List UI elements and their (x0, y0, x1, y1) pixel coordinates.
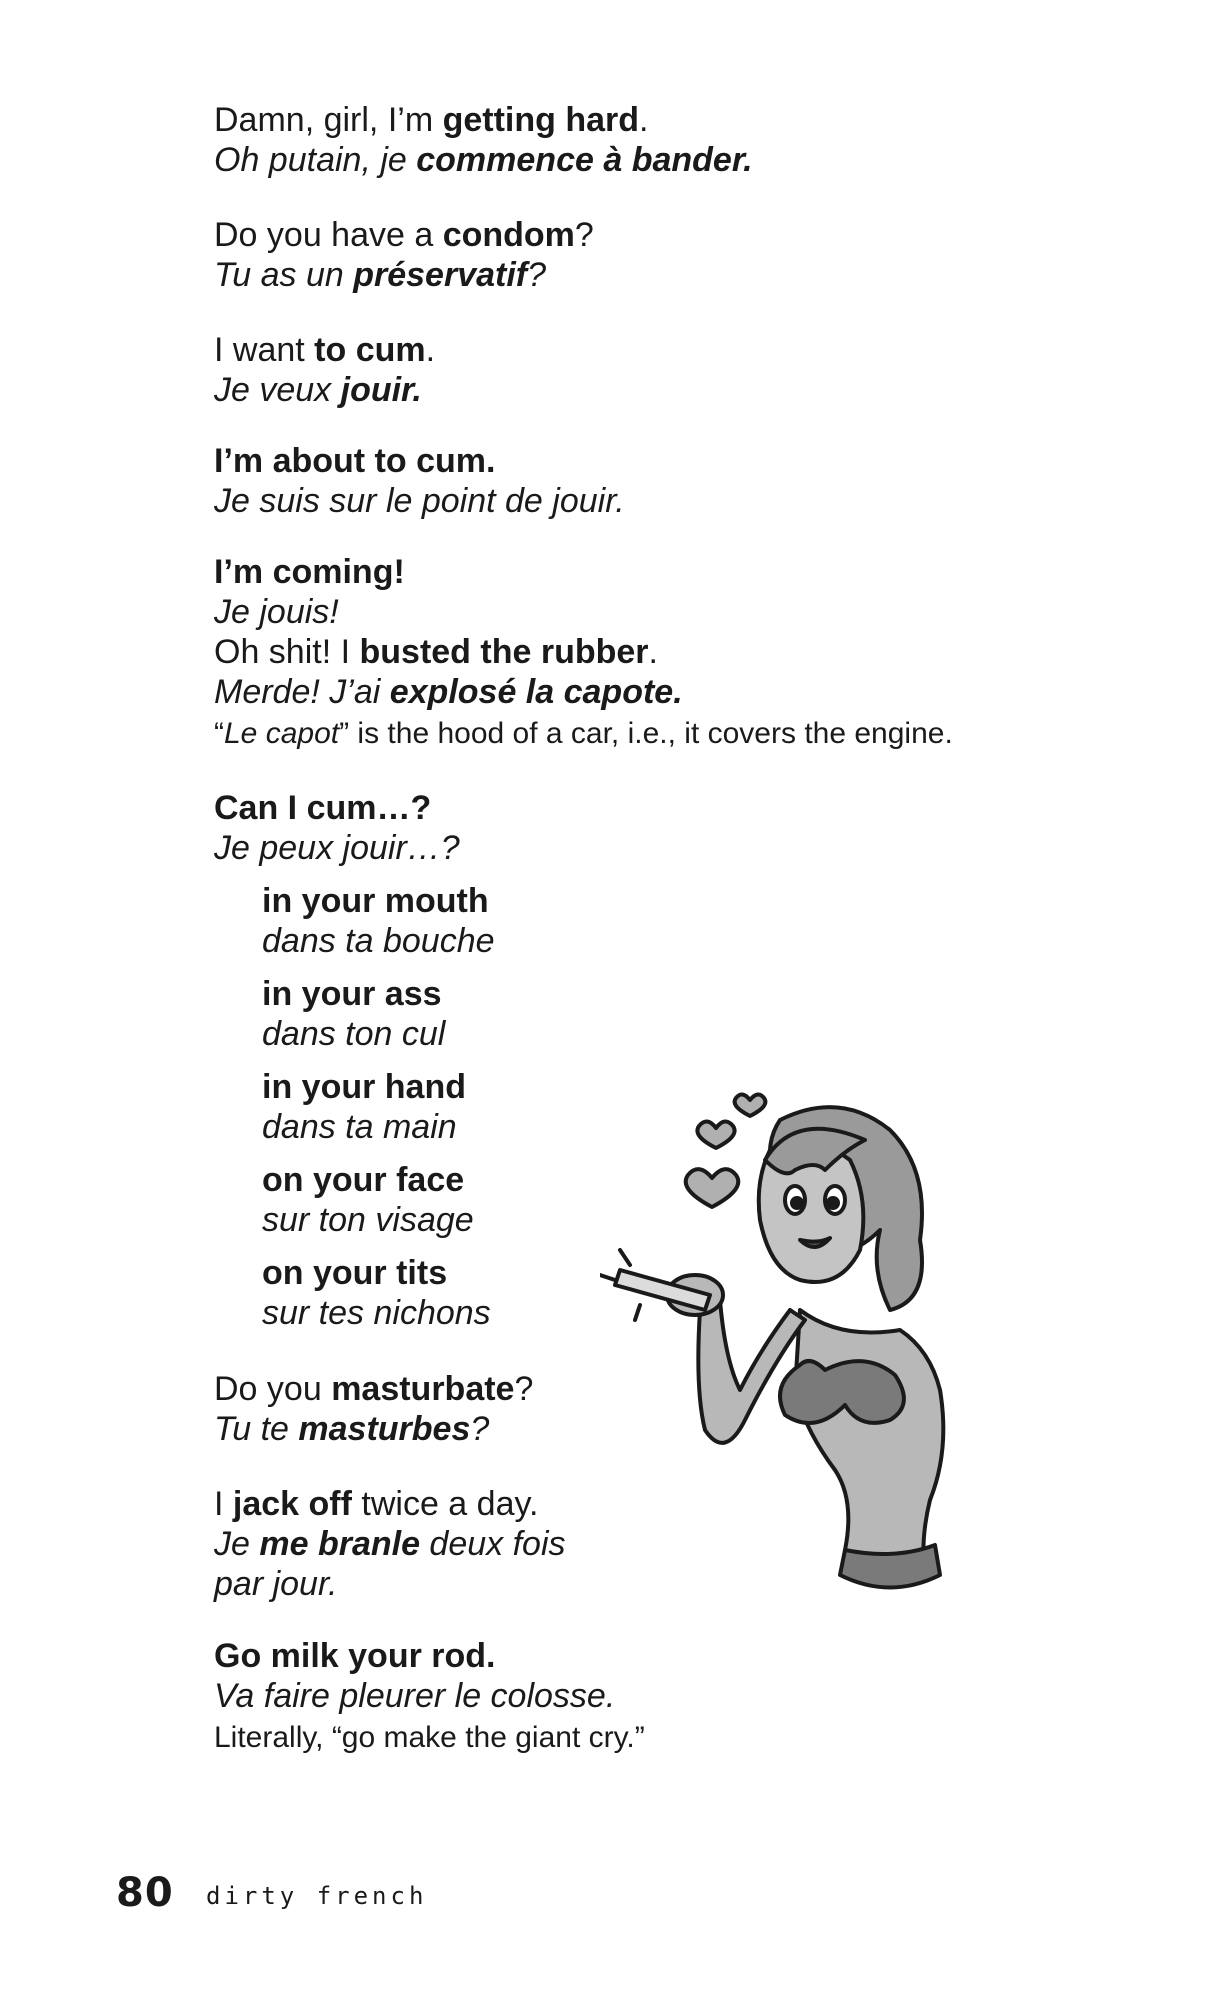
heart-icon (735, 1094, 766, 1116)
sub-phrase: in your hand (262, 1068, 466, 1106)
heart-icon (686, 1169, 739, 1207)
english-phrase: I’m about to cum. (214, 442, 496, 480)
cartoon-woman-illustration (600, 1080, 1040, 1640)
english-phrase: I’m coming! (214, 553, 405, 591)
french-translation: par jour. (214, 1565, 338, 1603)
english-phrase: Oh shit! I busted the rubber. (214, 633, 658, 671)
sub-phrase: on your face (262, 1161, 465, 1199)
sub-translation: sur tes nichons (262, 1294, 491, 1332)
usage-note: Literally, “go make the giant cry.” (214, 1721, 645, 1754)
page-number: 80 (116, 1870, 174, 1916)
french-translation: Je jouis! (214, 593, 339, 631)
french-translation: Va faire pleurer le colosse. (214, 1677, 616, 1715)
usage-note: “Le capot” is the hood of a car, i.e., it covers the engine. (214, 717, 953, 750)
english-phrase: Can I cum…? (214, 789, 432, 827)
french-translation: Oh putain, je commence à bander. (214, 141, 753, 179)
sub-translation: dans ta main (262, 1108, 457, 1146)
sub-phrase: in your ass (262, 975, 442, 1013)
english-phrase: Go milk your rod. (214, 1637, 496, 1675)
french-translation: Je me branle deux fois (214, 1525, 566, 1563)
english-phrase: Damn, girl, I’m getting hard. (214, 101, 649, 139)
english-phrase: I jack off twice a day. (214, 1485, 539, 1523)
sub-phrase: on your tits (262, 1254, 448, 1292)
sub-translation: dans ta bouche (262, 922, 495, 960)
english-phrase: Do you masturbate? (214, 1370, 534, 1408)
french-translation: Je veux jouir. (214, 371, 422, 409)
french-translation: Merde! J’ai explosé la capote. (214, 673, 683, 711)
book-title: dirty french (206, 1882, 428, 1910)
french-translation: Je peux jouir…? (214, 829, 460, 867)
french-translation: Je suis sur le point de jouir. (214, 482, 625, 520)
english-phrase: I want to cum. (214, 331, 436, 369)
french-translation: Tu as un préservatif? (214, 256, 547, 294)
sub-translation: sur ton visage (262, 1201, 474, 1239)
heart-icon (697, 1121, 734, 1148)
sub-translation: dans ton cul (262, 1015, 446, 1053)
english-phrase: Do you have a condom? (214, 216, 594, 254)
sub-phrase: in your mouth (262, 882, 489, 920)
french-translation: Tu te masturbes? (214, 1410, 490, 1448)
